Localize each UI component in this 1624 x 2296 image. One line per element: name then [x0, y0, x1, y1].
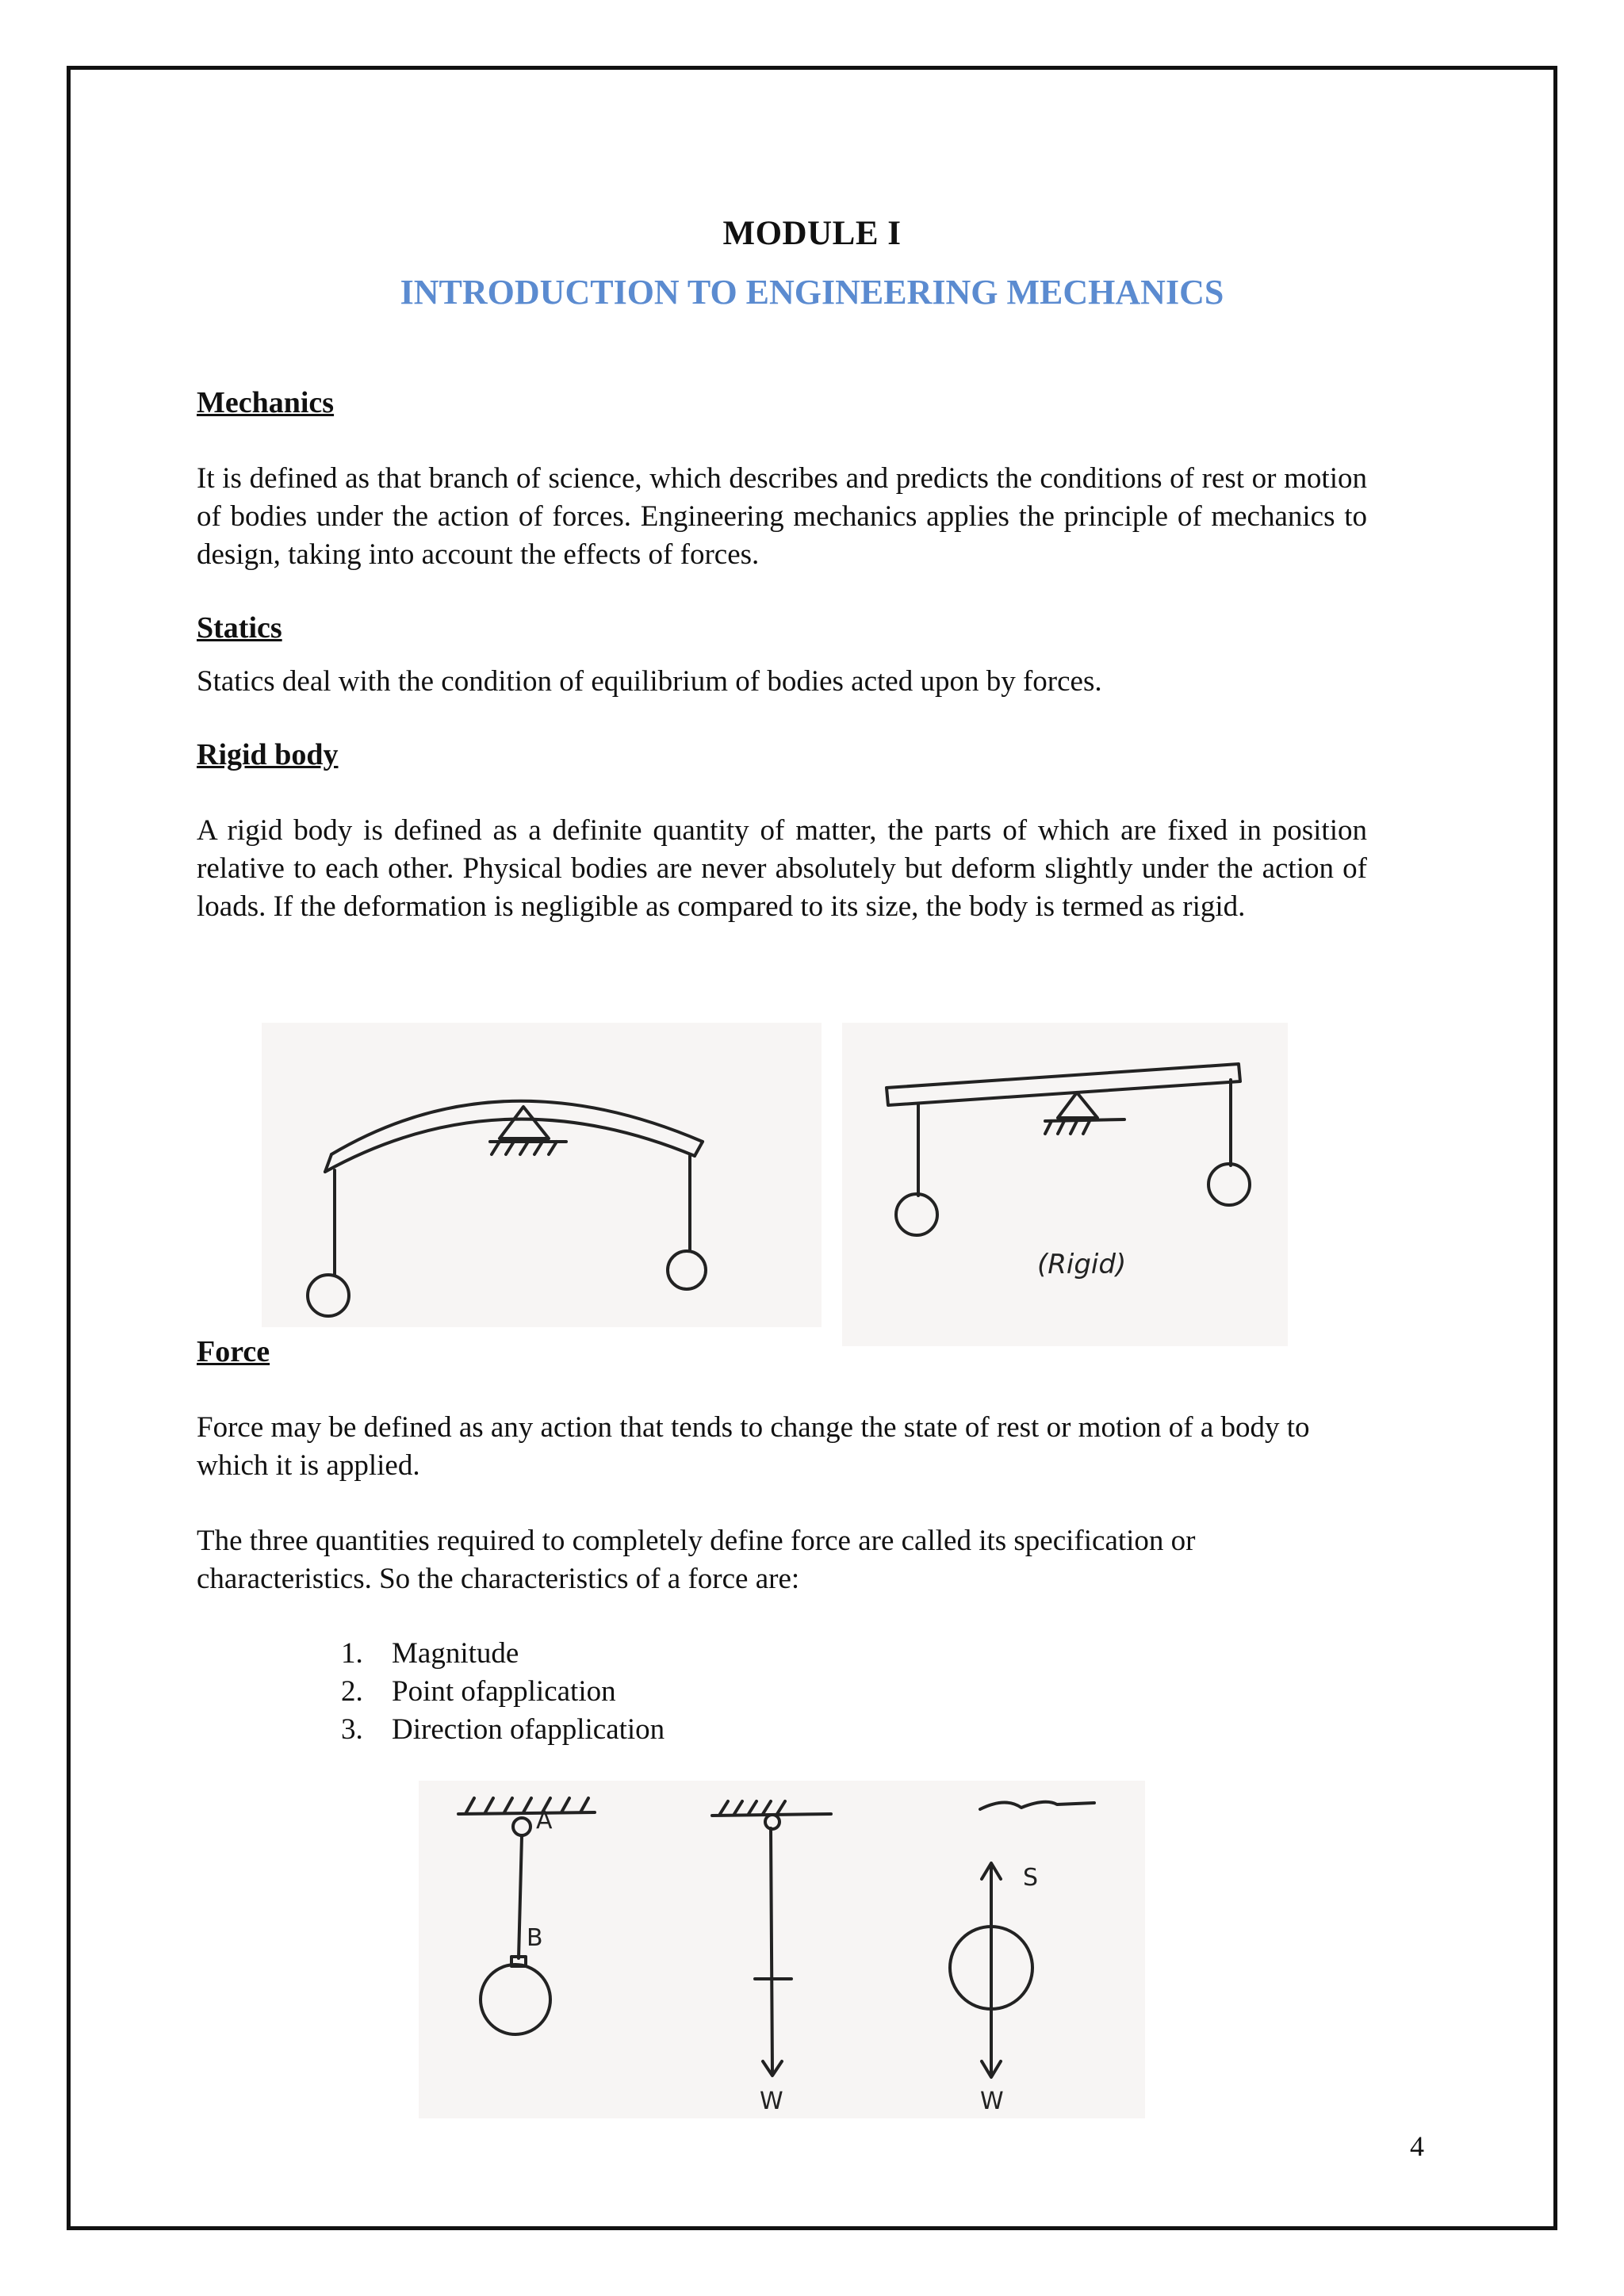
- list-item: [341, 1635, 665, 1673]
- list-number: 1.: [341, 1637, 363, 1670]
- hanging-weight: [481, 1965, 550, 2034]
- rigid-beam-drawing: [842, 1023, 1288, 1346]
- label-point-b: B: [527, 1924, 543, 1952]
- module-title: MODULE I: [722, 215, 902, 252]
- label-support: S: [1023, 1864, 1039, 1892]
- list-number: 2.: [341, 1675, 363, 1708]
- figure-force-diagrams: [419, 1781, 1145, 2118]
- characteristics-list: [341, 1635, 665, 1749]
- list-item-label: Magnitude: [392, 1637, 519, 1670]
- rigid-left-weight: [896, 1194, 937, 1235]
- rigid-beam: [887, 1064, 1240, 1105]
- paragraph-force-definition: Force may be defined as any action that tends to change the state of rest or motion of a body to which it is applied.: [197, 1411, 1310, 1482]
- figure-deformed-beam: [262, 1023, 822, 1327]
- list-number: 3.: [341, 1713, 363, 1746]
- list-item-label: Point ofapplication: [392, 1675, 616, 1708]
- label-point-a: A: [536, 1807, 553, 1835]
- label-weight-2: W: [980, 2087, 1004, 2115]
- rigid-pivot-support: [1058, 1093, 1097, 1118]
- beam-top-curve: [331, 1101, 703, 1154]
- list-item: [341, 1711, 665, 1749]
- list-item-label: Direction ofapplication: [392, 1713, 665, 1746]
- paragraph-rigid-body: A rigid body is defined as a definite quantity of matter, the parts of which are fixed in position relative to each other. Physical bodies are never absolutely but deform slightly under the action of loads. If the deformation is negligible as compared to its size, the body is termed as rigid.: [197, 814, 1367, 923]
- heading-force: Force: [197, 1335, 270, 1368]
- heading-statics: Statics: [197, 611, 282, 645]
- deformed-beam-drawing: [262, 1023, 822, 1327]
- point-a-pin: [513, 1818, 530, 1835]
- rigid-label: (Rigid): [1037, 1249, 1127, 1280]
- pivot-support: [500, 1107, 549, 1138]
- page-number: 4: [1410, 2130, 1424, 2162]
- label-weight-1: W: [760, 2087, 783, 2115]
- list-item: [341, 1673, 665, 1711]
- paragraph-statics: Statics deal with the condition of equilibrium of bodies acted upon by forces.: [197, 665, 1102, 698]
- module-subtitle: INTRODUCTION TO ENGINEERING MECHANICS: [400, 273, 1224, 312]
- rigid-right-weight: [1208, 1164, 1250, 1205]
- force-diagrams-drawing: [419, 1781, 1145, 2118]
- paragraph-force-characteristics: The three quantities required to completely define force are called its specification or characteristics. So the characteristics of a force are:: [197, 1525, 1196, 1595]
- heading-rigid-body: Rigid body: [197, 738, 339, 771]
- heading-mechanics: Mechanics: [197, 386, 335, 419]
- figure-rigid-beam: [842, 1023, 1288, 1346]
- paragraph-mechanics: It is defined as that branch of science, which describes and predicts the conditions of rest or motion of bodies under the action of forces. Engineering mechanics applies the principle of mechanics to design, taking into account the effects of forces.: [197, 462, 1367, 571]
- left-weight: [308, 1275, 349, 1316]
- right-weight: [668, 1251, 706, 1289]
